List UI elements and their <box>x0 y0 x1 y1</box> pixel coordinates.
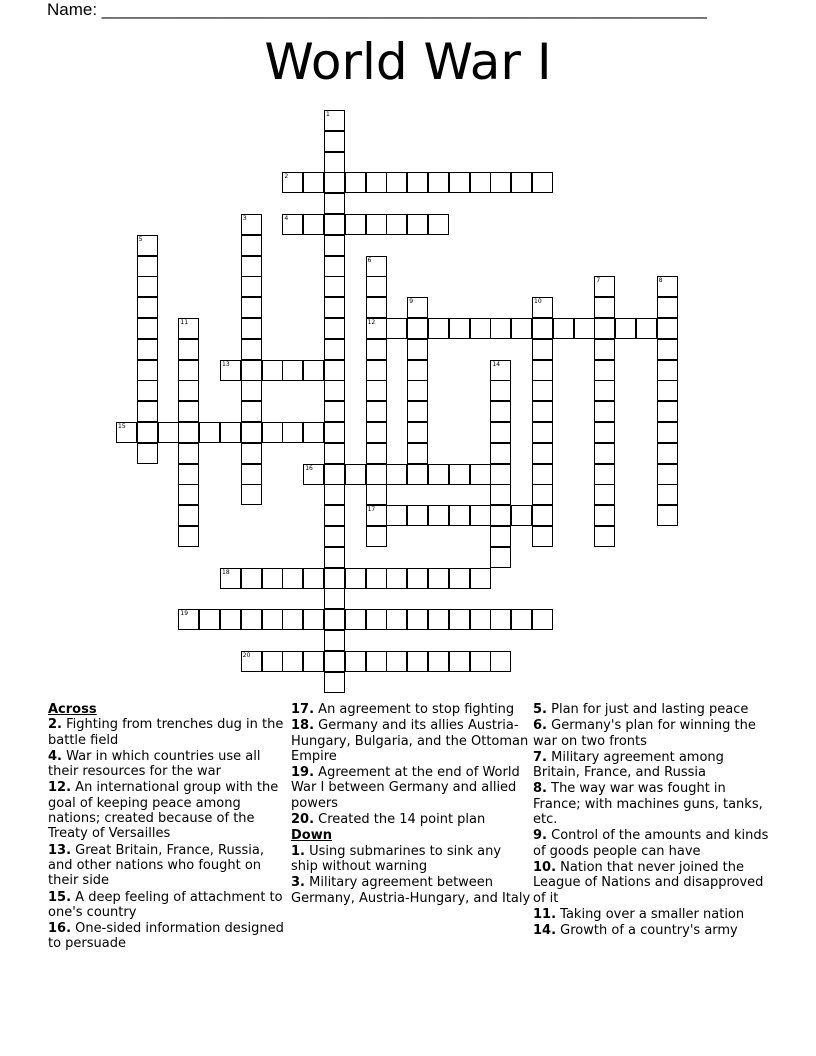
grid-cell[interactable] <box>449 609 470 630</box>
grid-cell[interactable] <box>241 401 262 422</box>
grid-cell[interactable] <box>137 422 158 443</box>
grid-cell[interactable] <box>428 609 449 630</box>
grid-cell[interactable] <box>366 609 387 630</box>
grid-cell[interactable] <box>657 422 678 443</box>
clue-down-7: 7. Military agreement among Britain, France, and Russia <box>533 749 724 781</box>
grid-cell[interactable] <box>345 464 366 485</box>
grid-cell[interactable] <box>470 464 491 485</box>
clue-number-label: 6 <box>367 256 372 264</box>
grid-cell[interactable] <box>199 609 220 630</box>
clue-number-label: 3 <box>242 215 247 222</box>
grid-cell[interactable] <box>324 422 345 443</box>
grid-cell[interactable] <box>407 422 428 443</box>
grid-cell[interactable] <box>407 360 428 381</box>
grid-cell[interactable] <box>594 276 615 297</box>
clue-number-label: 8 <box>658 277 663 285</box>
grid-cell[interactable] <box>303 422 324 443</box>
clue-across-18: 18. Germany and its allies Austria-Hungary, Bulgaria, and the Ottoman Empire <box>291 718 529 764</box>
grid-cell[interactable] <box>532 464 553 485</box>
grid-cell[interactable] <box>324 609 345 630</box>
grid-cell[interactable] <box>345 214 366 235</box>
grid-cell[interactable] <box>490 422 511 443</box>
grid-cell[interactable] <box>490 318 511 339</box>
down-heading: Down <box>291 828 332 844</box>
grid-cell[interactable] <box>324 401 345 422</box>
grid-cell[interactable] <box>574 318 595 339</box>
clue-number-label: 16 <box>305 464 313 472</box>
grid-cell[interactable] <box>241 339 262 360</box>
clue-number-label: 13 <box>222 360 230 368</box>
grid-cell[interactable] <box>366 651 387 672</box>
clue-number-label: 5 <box>138 235 143 243</box>
grid-cell[interactable] <box>470 505 491 526</box>
grid-cell[interactable] <box>282 172 303 193</box>
grid-cell[interactable] <box>324 131 345 152</box>
clue-down-6: 6. Germany's plan for winning the war on two fronts <box>533 718 756 749</box>
grid-cell[interactable] <box>262 422 283 443</box>
grid-cell[interactable] <box>657 380 678 401</box>
grid-cell[interactable] <box>303 464 324 485</box>
grid-cell[interactable] <box>324 235 345 256</box>
grid-cell[interactable] <box>345 609 366 630</box>
grid-cell[interactable] <box>199 422 220 443</box>
grid-cell[interactable] <box>241 276 262 297</box>
clue-down-11: 11. Taking over a smaller nation <box>533 906 745 922</box>
across-heading: Across <box>48 702 97 717</box>
grid-cell[interactable] <box>532 484 553 505</box>
grid-cell[interactable] <box>282 422 303 443</box>
grid-cell[interactable] <box>324 339 345 360</box>
grid-cell[interactable] <box>594 484 615 505</box>
grid-cell[interactable] <box>386 172 407 193</box>
grid-cell[interactable] <box>470 318 491 339</box>
grid-cell[interactable] <box>407 318 428 339</box>
grid-cell[interactable] <box>657 276 678 297</box>
grid-cell[interactable] <box>407 214 428 235</box>
puzzle-title: World War I <box>264 33 552 91</box>
clue-number-label: 17 <box>367 506 376 514</box>
grid-cell[interactable] <box>324 297 345 318</box>
grid-cell[interactable] <box>428 318 449 339</box>
grid-cell[interactable] <box>241 651 262 672</box>
grid-cell[interactable] <box>470 172 491 193</box>
grid-cell[interactable] <box>241 464 262 485</box>
clue-number-label: 10 <box>534 298 542 306</box>
grid-cell[interactable] <box>241 422 262 443</box>
grid-cell[interactable] <box>428 568 449 589</box>
grid-cell[interactable] <box>594 318 615 339</box>
grid-cell[interactable] <box>407 339 428 360</box>
grid-cell[interactable] <box>241 484 262 505</box>
grid-cell[interactable] <box>428 214 449 235</box>
grid-cell[interactable] <box>657 464 678 485</box>
clue-number-label: 9 <box>409 298 414 306</box>
grid-cell[interactable] <box>511 318 532 339</box>
grid-cell[interactable] <box>366 214 387 235</box>
clue-down-1: 1. Using submarines to sink any ship without warning <box>291 843 502 874</box>
grid-cell[interactable] <box>594 360 615 381</box>
grid-cell[interactable] <box>657 339 678 360</box>
grid-cell[interactable] <box>324 588 345 609</box>
grid-cell[interactable] <box>490 651 511 672</box>
grid-cell[interactable] <box>324 214 345 235</box>
grid-cell[interactable] <box>137 339 158 360</box>
clue-number-label: 20 <box>242 651 251 659</box>
grid-cell[interactable] <box>178 318 199 339</box>
grid-cell[interactable] <box>324 152 345 173</box>
grid-cell[interactable] <box>324 380 345 401</box>
grid-cell[interactable] <box>511 609 532 630</box>
grid-cell[interactable] <box>241 256 262 277</box>
clue-down-10: 10. Nation that never joined the League of Nations and disapproved of it <box>533 859 764 906</box>
grid-cell[interactable] <box>282 214 303 235</box>
grid-cell[interactable] <box>366 422 387 443</box>
grid-cell[interactable] <box>594 401 615 422</box>
grid-cell[interactable] <box>220 609 241 630</box>
grid-cell[interactable] <box>303 172 324 193</box>
grid-cell[interactable] <box>178 484 199 505</box>
grid-cell[interactable] <box>532 422 553 443</box>
grid-cell[interactable] <box>490 443 511 464</box>
grid-cell[interactable] <box>407 464 428 485</box>
clue-across-19: 19. Agreement at the end of World War I between Germany and allied powers <box>291 765 520 811</box>
grid-cell[interactable] <box>220 360 241 381</box>
grid-cell[interactable] <box>137 297 158 318</box>
grid-cell[interactable] <box>449 651 470 672</box>
grid-cell[interactable] <box>366 526 387 547</box>
clue-across-17: 17. An agreement to stop fighting <box>291 702 515 717</box>
clue-across-15: 15. A deep feeling of attachment to one's country <box>48 889 283 920</box>
grid-cell[interactable] <box>386 609 407 630</box>
clue-down-14: 14. Growth of a country's army <box>533 923 738 939</box>
name-field-label: Name: ________________________________________________________________ <box>47 0 707 19</box>
grid-cell[interactable] <box>324 193 345 214</box>
grid-cell[interactable] <box>366 297 387 318</box>
grid-cell[interactable] <box>532 172 553 193</box>
grid-cell[interactable] <box>490 547 511 568</box>
grid-cell[interactable] <box>594 443 615 464</box>
grid-cell[interactable] <box>470 609 491 630</box>
clue-number-label: 14 <box>492 360 501 368</box>
grid-cell[interactable] <box>657 401 678 422</box>
clue-number-label: 4 <box>284 215 289 222</box>
grid-cell[interactable] <box>282 568 303 589</box>
clue-down-5: 5. Plan for just and lasting peace <box>533 702 749 717</box>
grid-cell[interactable] <box>594 297 615 318</box>
grid-cell[interactable] <box>324 276 345 297</box>
grid-cell[interactable] <box>657 360 678 381</box>
grid-cell[interactable] <box>241 568 262 589</box>
clue-down-9: 9. Control of the amounts and kinds of goods people can have <box>533 828 769 859</box>
grid-cell[interactable] <box>532 443 553 464</box>
grid-cell[interactable] <box>366 339 387 360</box>
grid-cell[interactable] <box>449 505 470 526</box>
clues-column-2 <box>291 702 531 907</box>
grid-cell[interactable] <box>428 464 449 485</box>
grid-cell[interactable] <box>386 464 407 485</box>
grid-cell[interactable] <box>449 464 470 485</box>
grid-cell[interactable] <box>324 360 345 381</box>
grid-cell[interactable] <box>303 651 324 672</box>
grid-cell[interactable] <box>324 568 345 589</box>
grid-cell[interactable] <box>366 484 387 505</box>
grid-cell[interactable] <box>262 360 283 381</box>
grid-cell[interactable] <box>428 172 449 193</box>
grid-cell[interactable] <box>386 318 407 339</box>
clue-number-label: 12 <box>367 319 376 326</box>
grid-cell[interactable] <box>407 297 428 318</box>
grid-cell[interactable] <box>594 526 615 547</box>
grid-cell[interactable] <box>490 464 511 485</box>
grid-cell[interactable] <box>324 172 345 193</box>
grid-cell[interactable] <box>657 505 678 526</box>
grid-cell[interactable] <box>532 380 553 401</box>
grid-cell[interactable] <box>449 568 470 589</box>
clue-number-label: 1 <box>326 111 330 118</box>
grid-cell[interactable] <box>137 256 158 277</box>
grid-cell[interactable] <box>282 609 303 630</box>
grid-cell[interactable] <box>137 380 158 401</box>
clue-across-20: 20. Created the 14 point plan <box>291 812 486 828</box>
grid-cell[interactable] <box>137 443 158 464</box>
grid-cell[interactable] <box>657 443 678 464</box>
clue-number-label: 18 <box>222 568 230 576</box>
grid-cell[interactable] <box>594 464 615 485</box>
grid-cell[interactable] <box>490 360 511 381</box>
grid-cell[interactable] <box>324 526 345 547</box>
grid-cell[interactable] <box>345 651 366 672</box>
grid-cell[interactable] <box>262 609 283 630</box>
grid-cell[interactable] <box>366 401 387 422</box>
clue-number-label: 2 <box>284 173 289 181</box>
grid-cell[interactable] <box>178 526 199 547</box>
grid-cell[interactable] <box>178 360 199 381</box>
grid-cell[interactable] <box>303 214 324 235</box>
grid-cell[interactable] <box>657 318 678 339</box>
grid-cell[interactable] <box>594 380 615 401</box>
grid-cell[interactable] <box>282 651 303 672</box>
grid-cell[interactable] <box>345 172 366 193</box>
grid-cell[interactable] <box>366 318 387 339</box>
grid-cell[interactable] <box>594 339 615 360</box>
grid-cell[interactable] <box>449 172 470 193</box>
grid-cell[interactable] <box>407 505 428 526</box>
grid-cell[interactable] <box>241 380 262 401</box>
grid-cell[interactable] <box>490 380 511 401</box>
grid-cell[interactable] <box>178 443 199 464</box>
grid-cell[interactable] <box>386 568 407 589</box>
grid-cell[interactable] <box>532 526 553 547</box>
grid-cell[interactable] <box>324 547 345 568</box>
grid-cell[interactable] <box>324 630 345 651</box>
grid-cell[interactable] <box>324 505 345 526</box>
grid-cell[interactable] <box>137 235 158 256</box>
grid-cell[interactable] <box>490 401 511 422</box>
grid-cell[interactable] <box>324 110 345 131</box>
grid-cell[interactable] <box>511 505 532 526</box>
grid-cell[interactable] <box>407 172 428 193</box>
grid-cell[interactable] <box>116 422 137 443</box>
grid-cell[interactable] <box>407 443 428 464</box>
grid-cell[interactable] <box>594 505 615 526</box>
grid-cell[interactable] <box>137 318 158 339</box>
grid-cell[interactable] <box>407 651 428 672</box>
clue-down-3: 3. Military agreement between Germany, Austria-Hungary, and Italy <box>291 875 531 906</box>
grid-cell[interactable] <box>220 568 241 589</box>
grid-cell[interactable] <box>532 505 553 526</box>
grid-cell[interactable] <box>366 568 387 589</box>
grid-cell[interactable] <box>178 380 199 401</box>
grid-cell[interactable] <box>407 609 428 630</box>
grid-cell[interactable] <box>407 401 428 422</box>
grid-cell[interactable] <box>532 318 553 339</box>
grid-cell[interactable] <box>366 256 387 277</box>
grid-cell[interactable] <box>241 318 262 339</box>
clue-number-label: 7 <box>596 277 601 285</box>
clue-across-16: 16. One-sided information designed to persuade <box>48 921 284 952</box>
clue-across-12: 12. An international group with the goal of keeping peace among nations; created because of the Treaty of Versailles <box>48 780 279 842</box>
grid-cell[interactable] <box>657 297 678 318</box>
grid-cell[interactable] <box>532 297 553 318</box>
grid-cell[interactable] <box>262 568 283 589</box>
grid-cell[interactable] <box>470 651 491 672</box>
grid-cell[interactable] <box>241 214 262 235</box>
clues-column-1 <box>48 702 288 953</box>
clues-column-3 <box>533 702 773 939</box>
clue-across-13: 13. Great Britain, France, Russia, and other nations who fought on their side <box>48 842 264 889</box>
grid-cell[interactable] <box>532 609 553 630</box>
grid-cell[interactable] <box>490 484 511 505</box>
grid-cell[interactable] <box>386 505 407 526</box>
grid-cell[interactable] <box>386 651 407 672</box>
grid-cell[interactable] <box>324 318 345 339</box>
grid-cell[interactable] <box>282 360 303 381</box>
grid-cell[interactable] <box>324 464 345 485</box>
grid-cell[interactable] <box>366 443 387 464</box>
grid-cell[interactable] <box>178 422 199 443</box>
grid-cell[interactable] <box>366 380 387 401</box>
grid-cell[interactable] <box>324 651 345 672</box>
clue-number-label: 15 <box>118 423 126 430</box>
grid-cell[interactable] <box>324 484 345 505</box>
grid-cell[interactable] <box>303 360 324 381</box>
grid-cell[interactable] <box>178 464 199 485</box>
grid-cell[interactable] <box>366 276 387 297</box>
clue-down-8: 8. The way war was fought in France; with machines guns, tanks, etc. <box>533 781 763 828</box>
grid-cell[interactable] <box>241 443 262 464</box>
grid-cell[interactable] <box>178 339 199 360</box>
grid-cell[interactable] <box>449 318 470 339</box>
grid-cell[interactable] <box>553 318 574 339</box>
grid-cell[interactable] <box>137 276 158 297</box>
clue-number-label: 19 <box>180 610 189 618</box>
grid-cell[interactable] <box>262 651 283 672</box>
grid-cell[interactable] <box>615 318 636 339</box>
grid-cell[interactable] <box>137 360 158 381</box>
clue-across-4: 4. War in which countries use all their resources for the war <box>48 748 261 780</box>
grid-cell[interactable] <box>158 422 179 443</box>
grid-cell[interactable] <box>386 214 407 235</box>
grid-cell[interactable] <box>636 318 657 339</box>
grid-cell[interactable] <box>532 339 553 360</box>
grid-cell[interactable] <box>324 672 345 693</box>
grid-cell[interactable] <box>345 568 366 589</box>
grid-cell[interactable] <box>241 235 262 256</box>
grid-cell[interactable] <box>407 380 428 401</box>
clue-number-label: 11 <box>180 319 189 326</box>
grid-cell[interactable] <box>511 172 532 193</box>
grid-cell[interactable] <box>241 609 262 630</box>
grid-cell[interactable] <box>241 297 262 318</box>
grid-cell[interactable] <box>366 172 387 193</box>
grid-cell[interactable] <box>428 651 449 672</box>
grid-cell[interactable] <box>428 505 449 526</box>
grid-cell[interactable] <box>366 464 387 485</box>
grid-cell[interactable] <box>303 609 324 630</box>
grid-cell[interactable] <box>324 256 345 277</box>
grid-cell[interactable] <box>178 609 199 630</box>
grid-cell[interactable] <box>137 401 158 422</box>
grid-cell[interactable] <box>178 401 199 422</box>
clue-across-2: 2. Fighting from trenches dug in the battle field <box>48 717 284 748</box>
grid-cell[interactable] <box>657 484 678 505</box>
grid-cell[interactable] <box>220 422 241 443</box>
grid-cell[interactable] <box>366 505 387 526</box>
grid-cell[interactable] <box>490 172 511 193</box>
grid-cell[interactable] <box>241 360 262 381</box>
grid-cell[interactable] <box>470 568 491 589</box>
grid-cell[interactable] <box>490 526 511 547</box>
grid-cell[interactable] <box>490 505 511 526</box>
grid-cell[interactable] <box>178 505 199 526</box>
grid-cell[interactable] <box>490 609 511 630</box>
grid-cell[interactable] <box>366 360 387 381</box>
grid-cell[interactable] <box>407 568 428 589</box>
grid-cell[interactable] <box>594 422 615 443</box>
grid-cell[interactable] <box>324 443 345 464</box>
grid-cell[interactable] <box>532 360 553 381</box>
grid-cell[interactable] <box>303 568 324 589</box>
grid-cell[interactable] <box>532 401 553 422</box>
